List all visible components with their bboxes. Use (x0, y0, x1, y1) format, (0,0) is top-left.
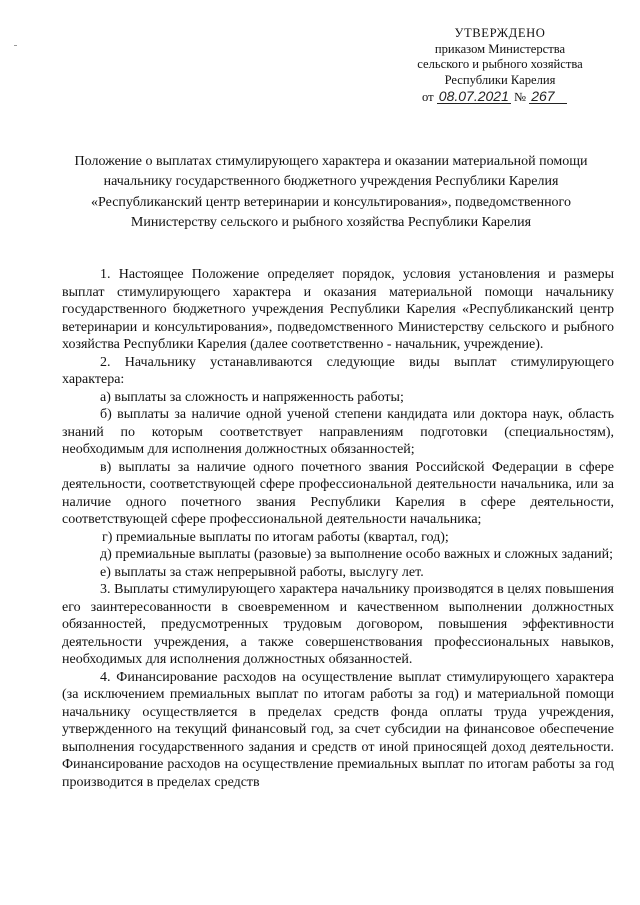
document-title: Положение о выплатах стимулирующего характера и оказании материальной помощи начальнику государственного бюджетного учреждения Республики Карелия «Республиканский центр ветеринарии и консультирования», подведомственного Министерству сельского и рыбного хозяйства Республики Карелия (74, 154, 588, 231)
paragraph: 1. Настоящее Положение определяет порядок, условия установления и размеры выплат стимулирующего характера и оказания материальной помощи начальнику государственного бюджетного учреждения Республики Карелия «Республиканский центр ветеринарии и консультирования», подведомственного Министерству сельского и рыбного хозяйства Республики Карелия (далее соответственно - начальник, учреждение). (62, 267, 614, 352)
paragraph: 4. Финансирование расходов на осуществление выплат стимулирующего характера (за исключением премиальных выплат по итогам работы за год) и материальной помощи начальнику осуществляется в пределах средств фонда оплаты труда учреждения, утвержденного на текущий финансовый год, за счет субсидии на финансовое обеспечение выполнения государственного задания и средств от иной приносящей доход деятельности. Финансирование расходов на осуществление премиальных выплат по итогам работы за год производится в пределах средств (62, 669, 614, 790)
list-item: б) выплаты за наличие одной ученой степени кандидата или доктора наук, область знаний по которым соответствует направлениям подготовки (специальностям), необходимым для исполнения должностных обязанностей; (62, 407, 614, 457)
document-body (62, 266, 614, 791)
list-item: в) выплаты за наличие одного почетного звания Российской Федерации в сфере деятельности, соответствующей сфере профессиональной деятельности начальника, или за наличие одного почетного звания Республики Карелия в сфере деятельности, соответствующей сфере профессиональной деятельности начальника; (62, 459, 614, 527)
list-item: а) выплаты за сложность и напряженность работы; (100, 389, 404, 405)
approval-dateline (400, 89, 600, 106)
approval-line: приказом Министерства (434, 41, 566, 56)
approval-block (400, 26, 600, 106)
list-item: г) премиальные выплаты по итогам работы (квартал, год); (102, 529, 449, 545)
list-item: д) премиальные выплаты (разовые) за выполнение особо важных и сложных заданий; (100, 547, 613, 562)
approval-date: 08.07.2021 (438, 88, 509, 105)
approval-line: Республики Карелия (444, 72, 556, 87)
approval-no-label: № (514, 90, 527, 105)
scan-mark (14, 45, 17, 46)
approval-number: 267 (529, 89, 567, 104)
approval-line: сельского и рыбного хозяйства (417, 57, 583, 72)
approval-from-label: от (422, 90, 434, 105)
approval-heading: УТВЕРЖДЕНО (454, 26, 546, 40)
list-item: е) выплаты за стаж непрерывной работы, выслугу лет. (100, 564, 424, 580)
paragraph: 2. Начальнику устанавливаются следующие виды выплат стимулирующего характера: (62, 354, 614, 387)
paragraph: 3. Выплаты стимулирующего характера начальнику производятся в целях повышения его заинтересованности в своевременном и качественном выполнении должностных обязанностей, предусмотренных трудовым договором, повышения эффективности деятельности учреждения, а также совершенствования профессиональных навыков, необходимых для исполнения должностных обязанностей. (62, 582, 614, 667)
